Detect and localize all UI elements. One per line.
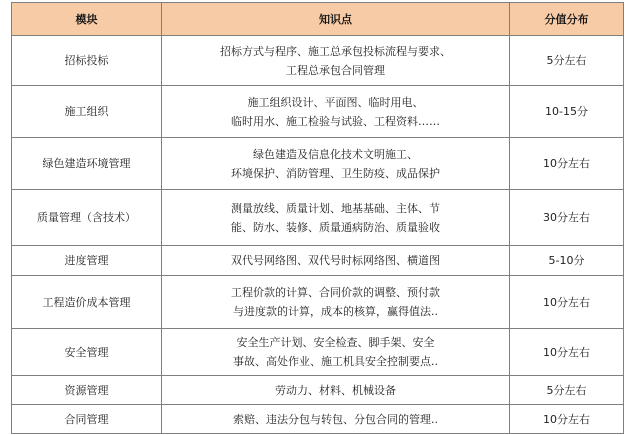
table-row (12, 405, 624, 434)
score-cell: 5-10分 (510, 246, 624, 276)
table-row (12, 86, 624, 138)
module-cell: 招标投标 (12, 36, 162, 86)
header-score-distribution: 分值分布 (510, 3, 624, 36)
points-cell (162, 329, 510, 376)
points-line: 环境保护、消防管理、卫生防疫、成品保护 (231, 166, 440, 180)
header-module: 模块 (12, 3, 162, 36)
module-cell: 进度管理 (12, 246, 162, 276)
points-line: 招标方式与程序、施工总承包投标流程与要求、 (220, 44, 451, 58)
module-cell: 合同管理 (12, 405, 162, 434)
score-cell: 10分左右 (510, 329, 624, 376)
points-cell (162, 36, 510, 86)
score-cell: 10分左右 (510, 138, 624, 190)
points-line: 工程价款的计算、合同价款的调整、预付款 (231, 286, 440, 299)
table-row (12, 376, 624, 405)
points-cell (162, 138, 510, 190)
points-line: 测量放线、质量计划、地基基础、主体、节 (231, 201, 440, 215)
score-cell: 10分左右 (510, 405, 624, 434)
points-cell (162, 376, 510, 405)
score-cell: 5分左右 (510, 36, 624, 86)
points-line: 工程总承包合同管理 (286, 63, 385, 77)
module-cell: 绿色建造环境管理 (12, 138, 162, 190)
points-line: 双代号网络图、双代号时标网络图、横道图 (231, 254, 440, 267)
table-row (12, 276, 624, 329)
points-cell (162, 86, 510, 138)
points-line: 施工组织设计、平面图、临时用电、 (247, 95, 424, 109)
points-line: 临时用水、施工检验与试验、工程资料…… (231, 114, 440, 128)
score-cell: 10-15分 (510, 86, 624, 138)
module-cell: 施工组织 (12, 86, 162, 138)
points-cell (162, 190, 510, 246)
points-line: 安全生产计划、安全检查、脚手架、安全 (236, 336, 435, 349)
table-row (12, 36, 624, 86)
module-cell: 工程造价成本管理 (12, 276, 162, 329)
points-cell (162, 276, 510, 329)
table-row (12, 246, 624, 276)
table-row (12, 329, 624, 376)
score-cell: 10分左右 (510, 276, 624, 329)
points-line: 能、防水、装修、质量通病防治、质量验收 (231, 220, 440, 234)
points-cell (162, 246, 510, 276)
header-row (12, 3, 624, 36)
points-line: 与进度款的计算，成本的核算，赢得值法.. (233, 305, 438, 318)
module-cell: 资源管理 (12, 376, 162, 405)
points-cell (162, 405, 510, 434)
table-row (12, 190, 624, 246)
score-cell: 30分左右 (510, 190, 624, 246)
module-cell: 质量管理（含技术） (12, 190, 162, 246)
points-line: 劳动力、材料、机械设备 (275, 383, 396, 397)
table-row (12, 138, 624, 190)
table-header (12, 3, 624, 36)
score-cell: 5分左右 (510, 376, 624, 405)
points-line: 索赔、违法分包与转包、分包合同的管理.. (233, 412, 438, 426)
knowledge-distribution-table (11, 2, 624, 434)
header-knowledge-points: 知识点 (162, 3, 510, 36)
module-cell: 安全管理 (12, 329, 162, 376)
table-body (12, 36, 624, 434)
points-line: 绿色建造及信息化技术文明施工、 (253, 147, 418, 161)
points-line: 事故、高处作业、施工机具安全控制要点.. (233, 355, 438, 368)
